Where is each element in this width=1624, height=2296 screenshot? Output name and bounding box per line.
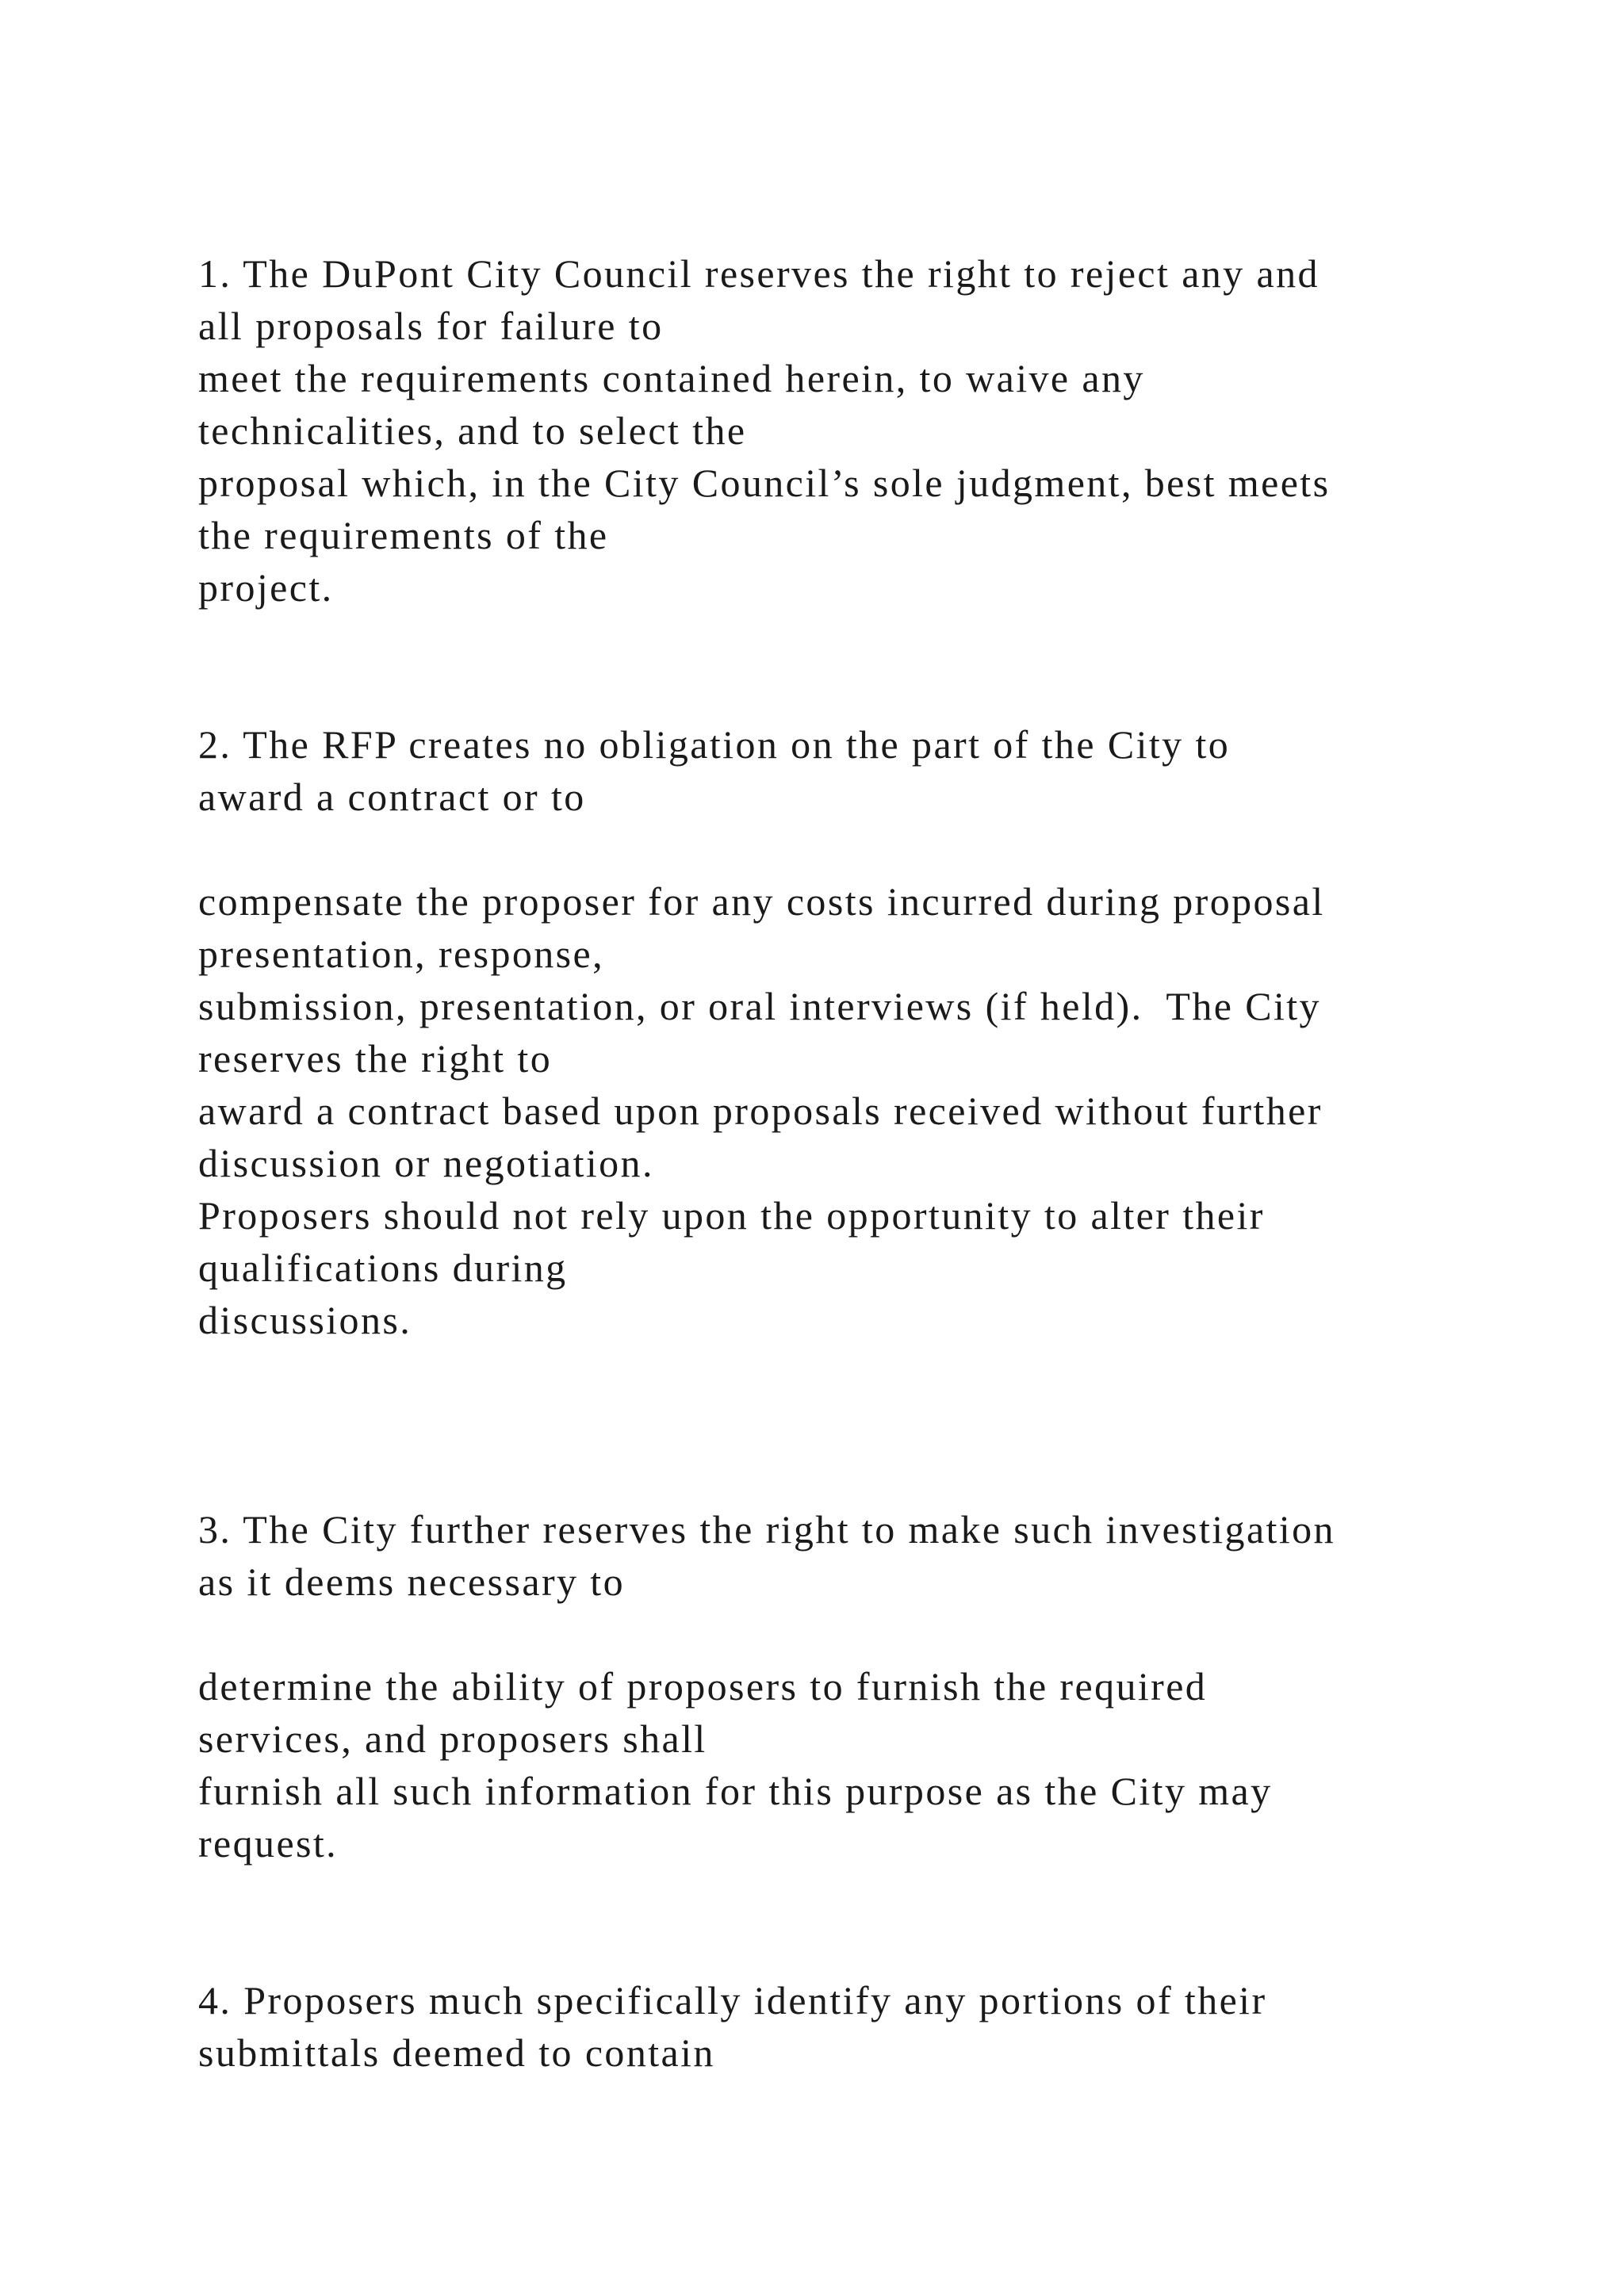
blank-line <box>198 614 1546 666</box>
text-line: request. <box>198 1821 339 1866</box>
text-line: award a contract or to <box>198 775 586 819</box>
blank-line <box>198 1608 1546 1660</box>
text-line: meet the requirements contained herein, to waive any <box>198 356 1145 400</box>
text-line: 3. The City further reserves the right to make such investigation <box>198 1507 1335 1552</box>
text-line: Proposers should not rely upon the opportunity to alter their <box>198 1193 1265 1238</box>
blank-line <box>198 1869 1546 1922</box>
text-line: discussion or negotiation. <box>198 1141 654 1185</box>
text-line: qualifications during <box>198 1246 568 1290</box>
text-line: compensate the proposer for any costs incurred during proposal <box>198 879 1325 924</box>
text-line: determine the ability of proposers to furnish the required <box>198 1664 1208 1709</box>
text-line: submittals deemed to contain <box>198 2030 715 2075</box>
text-line: project. <box>198 565 334 610</box>
text-line: award a contract based upon proposals received without further <box>198 1089 1323 1133</box>
text-line: presentation, response, <box>198 932 605 976</box>
text-line: discussions. <box>198 1298 412 1342</box>
text-line: services, and proposers shall <box>198 1716 707 1761</box>
blank-line <box>198 823 1546 875</box>
text-line: all proposals for failure to <box>198 304 664 348</box>
text-line: proposal which, in the City Council’s sole judgment, best meets <box>198 461 1331 505</box>
text-line: submission, presentation, or oral interviews (if held). The City <box>198 984 1321 1028</box>
text-line: as it deems necessary to <box>198 1559 625 1604</box>
blank-line <box>198 666 1546 718</box>
blank-line <box>198 1451 1546 1503</box>
text-line: reserves the right to <box>198 1036 553 1081</box>
text-line: technicalities, and to select the <box>198 408 747 453</box>
blank-line <box>198 1346 1546 1399</box>
text-line: 4. Proposers much specifically identify any portions of their <box>198 1978 1267 2022</box>
document-body <box>198 247 1546 2079</box>
text-line: the requirements of the <box>198 513 609 557</box>
blank-line <box>198 1399 1546 1451</box>
blank-line <box>198 1922 1546 1974</box>
text-line: 1. The DuPont City Council reserves the right to reject any and <box>198 251 1320 296</box>
text-line: furnish all such information for this purpose as the City may <box>198 1769 1273 1813</box>
text-line: 2. The RFP creates no obligation on the part of the City to <box>198 722 1231 767</box>
